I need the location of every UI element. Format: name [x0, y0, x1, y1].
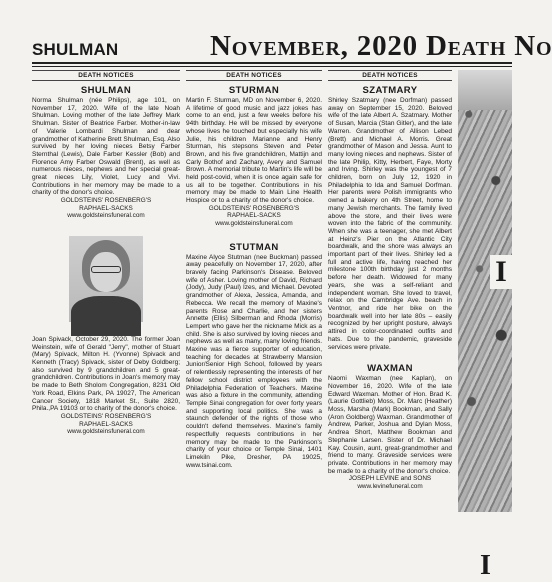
notice-body: Martin F. Sturman, MD on November 6, 2020. A lifetime of good music and jazz jokes has come to an end, just a few weeks before his 94th birthday. He will be missed by everyone whose lives he touched but especially his wife Julie, his children Marianne and Henry Sturman, his stepsons Steven and Peter Brown, and his five grandchildren, Mattijn and Carly Bothof and Zachary, Avery and Samuel Brown. A memorial tribute to Martin's life will be held post-covid, when it is once again safe for us all to be together. Contributions in his memory may be made to Main Line Health Hospice or to a charity of the donor's choice. [186, 97, 322, 205]
section-label: DEATH NOTICES [328, 70, 452, 81]
notice-name: SZATMARY [362, 85, 418, 96]
funeral-home-2: RAPHAEL-SACKS [227, 212, 281, 220]
notice-shulman [32, 85, 180, 220]
crowd-photo [458, 70, 512, 581]
notice-name: STURMAN [228, 85, 280, 96]
notice-name: STUTMAN [229, 241, 279, 253]
header-rule [32, 62, 512, 64]
section-label: DEATH NOTICES [32, 70, 180, 81]
notice-name: WAXMAN [367, 363, 413, 375]
notice-stutman [186, 242, 322, 470]
column-2 [186, 70, 322, 512]
column-3 [328, 70, 452, 512]
section-label: DEATH NOTICES [186, 70, 322, 81]
notice-body: Norma Shulman (née Philips), age 101, on November 17, 2020. Wife of the late Noah Shulman. Loving mother of the late Jeffrey Mark Shulman. Sister of Beatrice Farber. Mother-in-law of Valerie Lombardi Shulman and dear grandmother of Katherine Brett Shulman, Esq. Also survived by her loving nieces Betsy Farber Sternthal (Lewis), Dale Farber Kessler (Bob) and Florence Amy Farber Oswald (Brent), as well as numerous nieces, nephews and her special great-great nieces Lily, Violet, Lucy and Vivi. Contributions in her memory may be made to a charity of the donor's choice. [32, 97, 180, 197]
funeral-website: www.goldsteinsfuneral.com [67, 428, 145, 436]
funeral-home: GOLDSTEINS' ROSENBERG'S [60, 412, 152, 420]
notice-spivack [32, 324, 180, 436]
notice-body: Naomi Waxman (nee Kaplan), on November 16, 2020. Wife of the late Edward Waxman. Mother of Hon. Brad K. (Laurie Gottlieb) Moss, Dr. Marc (Heather) Moss, Marsha (Mark) Bookman, and Sally (Aron Goldberg) Waxman. Grandmother of Andrew, Parker, Joshua and Dylan Moss, Andrea Short, Matthew Bookman and Stephanie Larsen. Sister of Dr. Michael Kay. Cousin, aunt, great-grandmother and friend to many. Graveside services were private. Contributions in her memory may be made to a charity of the donor's choice. [328, 375, 452, 475]
notice-name: SHULMAN [80, 85, 132, 96]
funeral-website: www.levinefuneral.com [357, 482, 423, 490]
notice-body: Maxine Alyce Stutman (nee Buckman) passed away peacefully on November 17, 2020, after bravely facing Parkinson's Disease. Beloved wife of Asher. Loving mother of David, Richard (Jody), Judy (Paul) Izes, and Michael. Devoted grandmother of Alexa, Jessica, Amanda, and Rebecca. We recall the memory of Maxine's parents Rose and Charlie, and her sisters Annette (Ellis) Silberman and Rhoda (Morris) Lempert who gave her the nickname Mick as a child. She is also survived by loving nieces and nephews as well as many, many loving friends. Maxine was a fierce supporter of education, teaching for decades at Strawberry Mansion Junior/Senior High School, followed by years of relentlessly representing the interests of her fellow school district employees with the Philadelphia Federation of Teachers. Maxine was also a fixture in the community, attending Temple Sinai congregation for over forty years and supporting local politics. She was a staunch defender of the rights of those who couldn't defend themselves. Maxine's family respectfully requests contributions in her memory may be made to the Parkinson's charity of your choice or Temple Sinai, 1401 Limekiln Pike, Dresher, PA 19025, www.tsinai.com. [186, 253, 322, 469]
portrait-photo [69, 236, 143, 322]
margin-glyph-2: I [480, 550, 491, 581]
page-headline: November, 2020 Death No [210, 30, 552, 62]
funeral-home: GOLDSTEINS' ROSENBERG'S [208, 204, 300, 212]
funeral-website: www.goldsteinsfuneral.com [215, 220, 293, 228]
notice-szatmary [328, 85, 452, 351]
notice-sturman [186, 85, 322, 228]
margin-glyph: I [490, 255, 512, 289]
funeral-home: JOSEPH LEVINE and SONS [348, 475, 432, 483]
running-head: SHULMAN [32, 40, 119, 59]
notice-body: Joan Spivack, October 29, 2020. The former Joan Weinstein, wife of Gerald "Jerry", mother of Stuart (Mary) Spivack, Milton H. (Yvonne) Spivack and Kenneth (Tracy) Spivack, sister of Deby Goldberg; also survived by 9 grandchildren and 5 great-grandchildren. Contributions in Joan's memory may be made to Beth Sholom Congregation, 8231 Old York Road, Elkins Park, PA 19027, The American Cancer Society, 1818 Market St., Suite 2820, Phila.,PA 19103 or to charity of the donor's choice. [32, 335, 180, 413]
funeral-website: www.goldsteinsfuneral.com [67, 212, 145, 220]
notice-waxman [328, 363, 452, 490]
notice-body: Shirley Szatmary (nee Dorfman) passed away on September 15, 2020. Beloved wife of the late Albert A. Szatmary. Mother of Susan, Marcia (Stan Gitler), and the late Warren. Grandmother of Allison Lebed (Brett) and Michael A. Morris. Great grandmother of Mason and Jessa. Aunt to many loving nieces and nephews. Sister of the late Philip, Kitty, Herbert, Faye, Morty and Irving. Shirley was the youngest of 7 children, born on July 12, 1920 in Philadelphia to Ida and Samuel Dorfman. Her parents were Polish immigrants who owned a bakery on 4th Street, home to many Jewish merchants. The family lived above the store, and their lives were woven into the fabric of the community. When she was a teenager, she met Albert at Heinz's Pier on the Atlantic City boardwalk, and the shore was always an important part of their lives. Shirley led a full and active life, having reached her milestone 100th birthday just 2 months before her death. Widowed for many years, she was a self-reliant and independent woman. She loved to travel, relax on the Cambridge Ave. beach in Ventnor, and ride her bike on the boardwalk well into her late 80s – easily recognized by her upright posture, always attired in color-coordinated outfits and hats. Due to the pandemic, graveside services were private. [328, 97, 452, 351]
funeral-home-2: RAPHAEL-SACKS [79, 420, 133, 428]
funeral-home-2: RAPHAEL-SACKS [79, 204, 133, 212]
header-rule-thin [32, 66, 512, 67]
funeral-home: GOLDSTEINS' ROSENBERG'S [60, 197, 152, 205]
column-1 [32, 70, 180, 512]
